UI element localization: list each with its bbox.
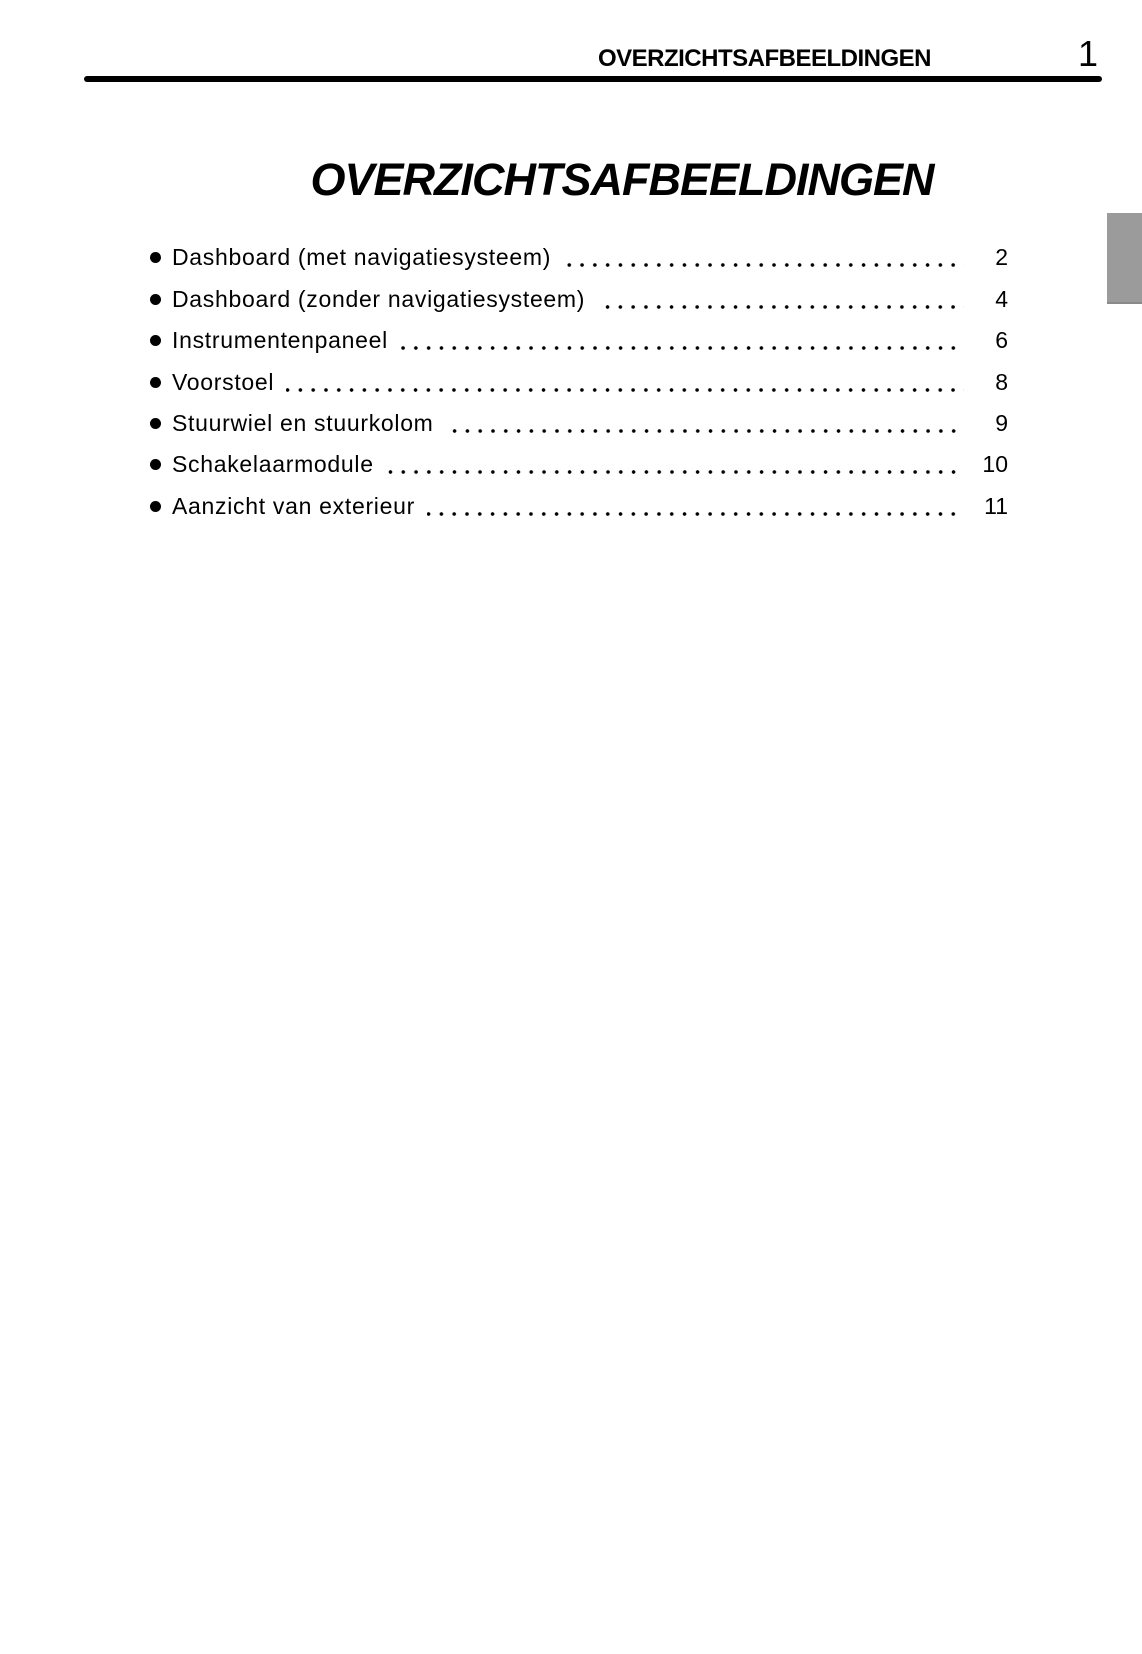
header-page-number: 1 — [1077, 33, 1098, 74]
toc-entry-page: 11 — [984, 492, 1008, 519]
toc-entry-page: 8 — [995, 368, 1008, 395]
bullet-icon — [150, 418, 161, 429]
dot-leader — [446, 429, 964, 433]
toc-entry — [150, 355, 1008, 396]
toc-entry — [150, 231, 1008, 272]
bullet-icon — [150, 501, 161, 512]
running-header-title: OVERZICHTSAFBEELDINGEN — [597, 45, 931, 72]
bullet-icon — [150, 335, 161, 346]
toc-entry-page: 6 — [995, 327, 1008, 354]
page-title: OVERZICHTSAFBEELDINGEN — [310, 154, 934, 205]
bullet-icon — [150, 377, 161, 388]
toc-entry — [150, 438, 1008, 479]
toc-entry-page: 4 — [995, 285, 1008, 312]
header-rule — [84, 76, 1102, 82]
toc-entry-label: Schakelaarmodule — [172, 451, 374, 478]
bullet-icon — [150, 252, 161, 263]
toc-entry — [150, 314, 1008, 355]
toc-entry — [150, 397, 1008, 438]
toc-entry-label: Dashboard (met navigatiesysteem) — [172, 244, 552, 271]
dot-leader — [286, 388, 964, 392]
toc-entry-label: Stuurwiel en stuurkolom — [172, 409, 434, 436]
page-header — [0, 33, 1142, 75]
toc-entry — [150, 479, 1008, 520]
toc-entry-page: 9 — [995, 409, 1008, 436]
toc-entry-page: 10 — [982, 451, 1008, 478]
dot-leader — [427, 512, 964, 516]
toc-entry-label: Dashboard (zonder navigatiesysteem) — [172, 285, 586, 312]
bullet-icon — [150, 459, 161, 470]
toc-entry-label: Instrumentenpaneel — [172, 327, 388, 354]
dot-leader — [563, 263, 964, 267]
chapter-edge-tab — [1107, 213, 1142, 304]
dot-leader — [400, 346, 964, 350]
toc-entry-page: 2 — [995, 244, 1008, 271]
dot-leader — [386, 470, 964, 474]
toc-entry-label: Voorstoel — [172, 368, 275, 395]
table-of-contents — [150, 231, 1008, 521]
bullet-icon — [150, 294, 161, 305]
toc-entry — [150, 272, 1008, 313]
toc-entry-label: Aanzicht van exterieur — [172, 492, 415, 519]
dot-leader — [597, 305, 964, 309]
